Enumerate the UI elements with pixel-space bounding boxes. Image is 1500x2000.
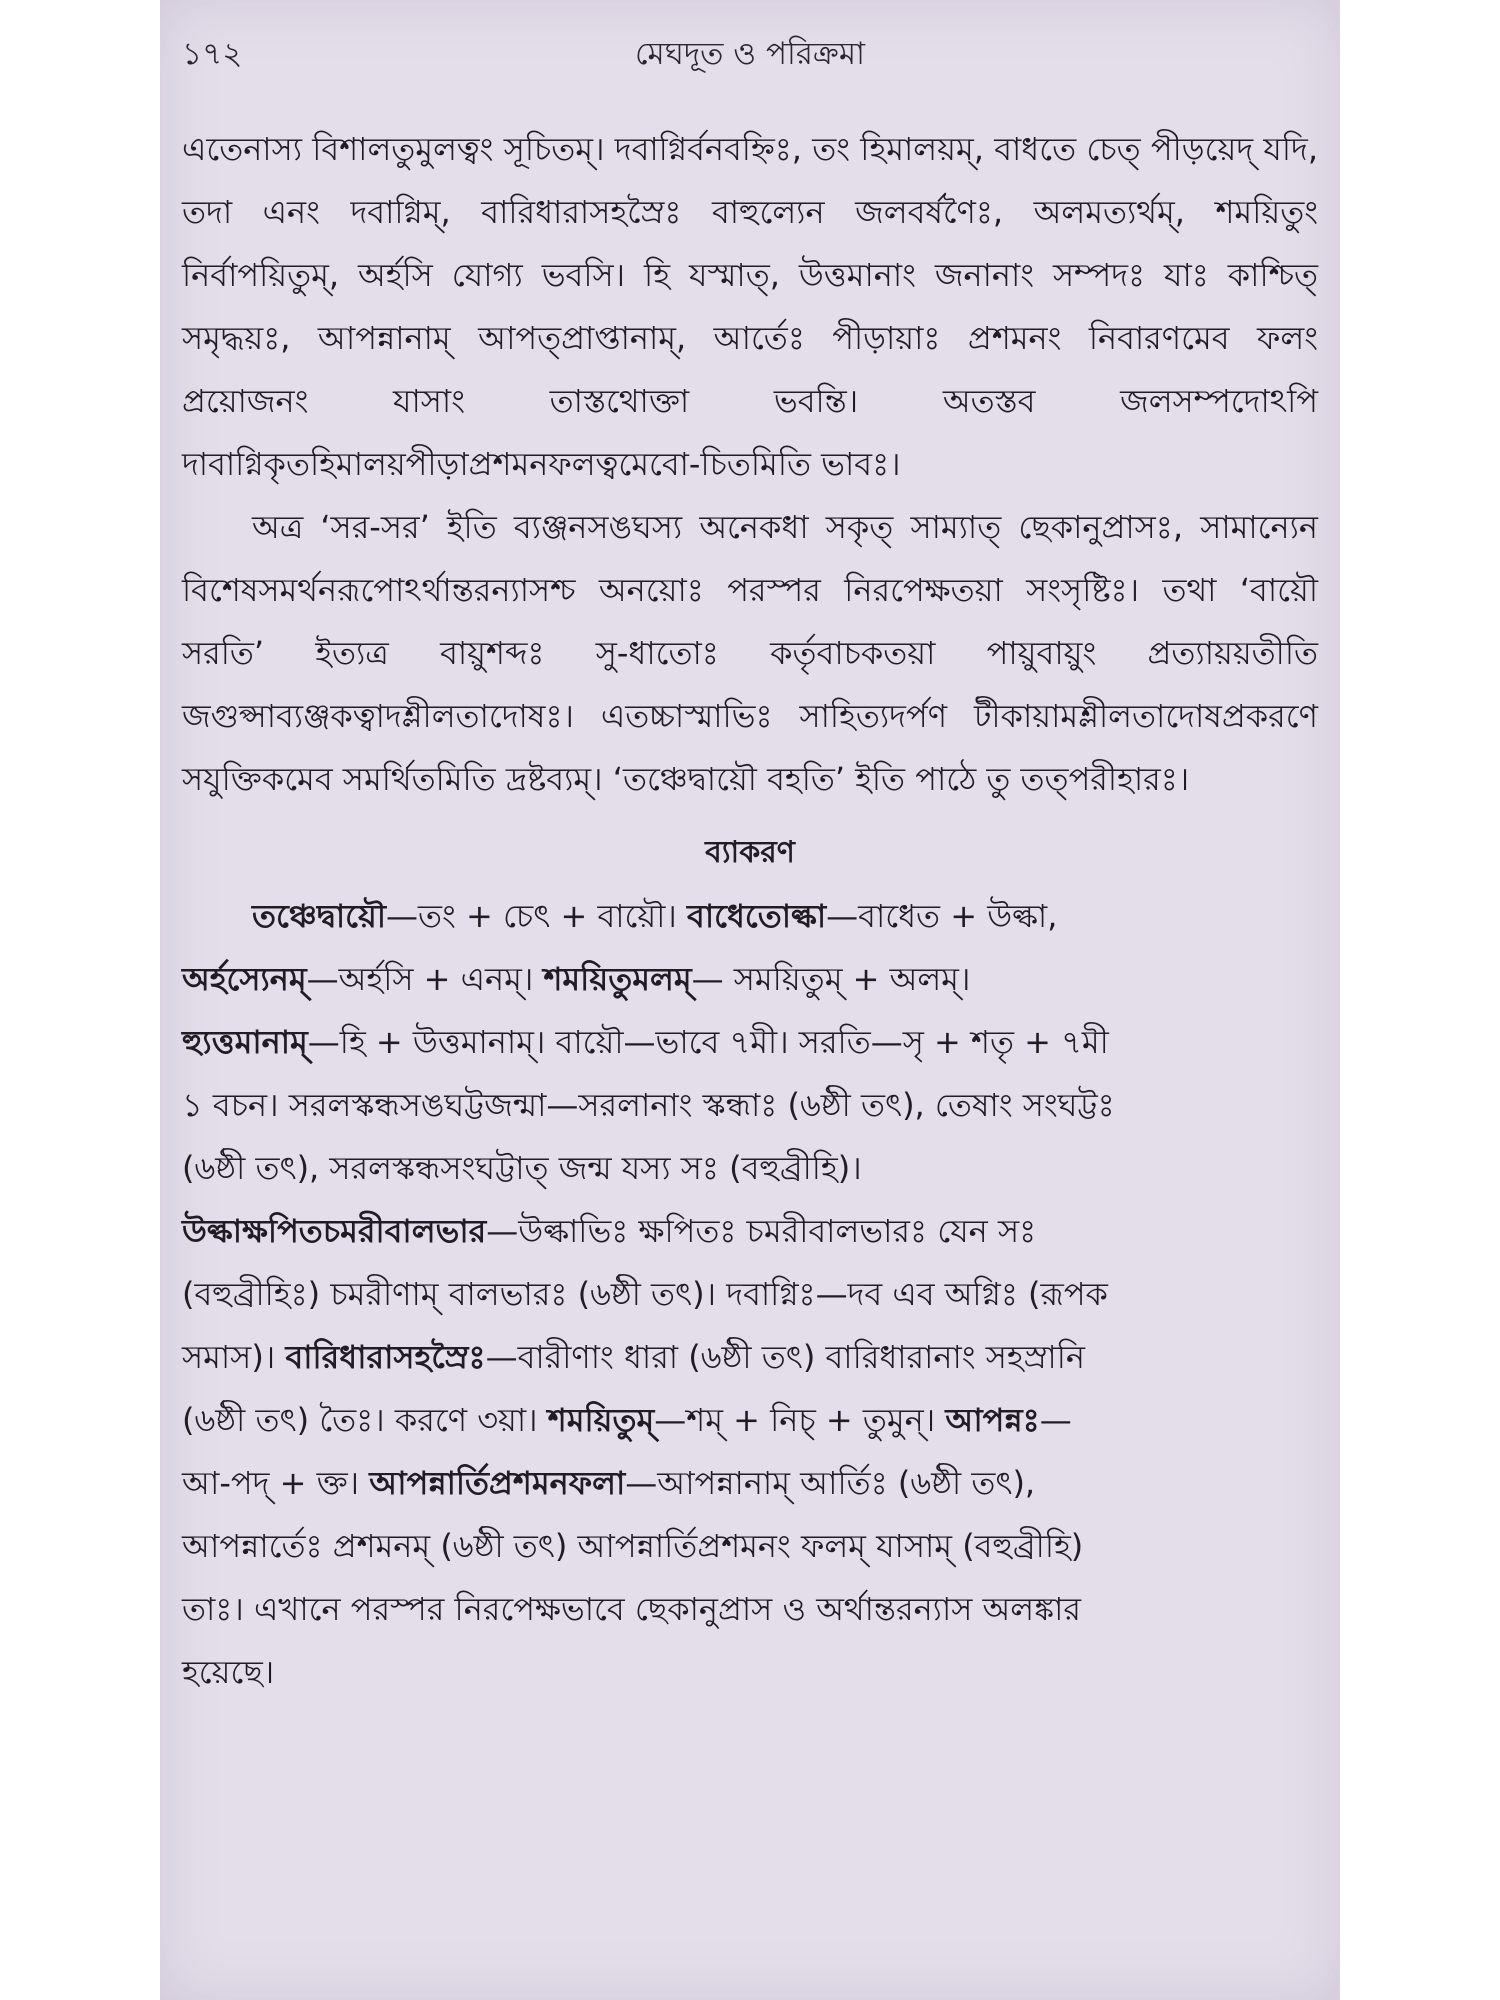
grammar-term: শময়িতুম্ (547, 1401, 655, 1439)
grammar-line (182, 1326, 1318, 1389)
grammar-text: ১ বচন। সরলস্কন্ধসঙঘট্টজন্মা—সরলানাং স্কন্ধাঃ (৬ষ্ঠী তৎ), তেষাং সংঘট্টঃ (182, 1086, 1115, 1124)
grammar-line (182, 1137, 1318, 1200)
grammar-line (182, 1074, 1318, 1137)
grammar-heading: ব্যাকরণ (705, 835, 795, 870)
grammar-line (182, 948, 1318, 1011)
grammar-line (182, 1515, 1318, 1578)
grammar-line (182, 1578, 1318, 1641)
grammar-text: —অর্হসি + এনম্। (306, 960, 544, 998)
grammar-text: — সময়িতুম্ + অলম্। (691, 960, 971, 998)
grammar-term: হ্যুত্তমানাম্ (182, 1023, 308, 1061)
grammar-text: তাঃ। এখানে পরস্পর নিরপেক্ষভাবে ছেকানুপ্রাস ও অর্থান্তরন্যাস অলঙ্কার (182, 1590, 1081, 1628)
grammar-term: তঞ্চেদ্বায়ৌ (252, 897, 386, 935)
grammar-term: আপন্নঃ (945, 1401, 1040, 1439)
grammar-text: —বারীণাং ধারা (৬ষ্ঠী তৎ) বারিধারানাং সহস্রানি (485, 1338, 1085, 1376)
grammar-line (182, 1011, 1318, 1074)
running-title: মেঘদূত ও পরিক্রমা (634, 36, 866, 72)
grammar-line (182, 1263, 1318, 1326)
grammar-text: সমাস)। (182, 1338, 286, 1376)
grammar-line (182, 1389, 1318, 1452)
grammar-term: বারিধারাসহস্রৈঃ (285, 1338, 486, 1376)
grammar-text: হয়েছে। (182, 1653, 275, 1691)
grammar-text: —আপন্নানাম্ আর্তিঃ (৬ষ্ঠী তৎ), (625, 1464, 1036, 1502)
grammar-text: —তং + চেৎ + বায়ৌ। (386, 897, 688, 935)
commentary-paragraph-2: অত্র ‘সর-সর’ ইতি ব্যঞ্জনসঙঘস্য অনেকধা সকৃত্ সাম্যাত্ ছেকানুপ্রাসঃ, সামান্যেন বিশেষসমর্থনরূপোঽর্থান্তরন্যাসশ্চ অনয়োঃ পরস্পর নিরপেক্ষতয়া সংসৃষ্টিঃ। তথা ‘বায়ৌ সরতি’ ইত্যত্র বায়ুশব্দঃ সু-ধাতোঃ কর্তৃবাচকতয়া পায়ুবায়ুং প্রত্যায়য়তীতি জগুপ্সাব্যঞ্জকত্বাদশ্লীলতাদোষঃ। এতচ্চাস্মাভিঃ সাহিত্যদর্পণ টীকায়ামশ্লীলতাদোষপ্রকরণে সযুক্তিকমেব সমর্থিতমিতি দ্রষ্টব্যম্। ‘তঞ্চেদ্বায়ৌ বহতি’ ইতি পাঠে তু তত্পরীহারঃ। (182, 508, 1318, 798)
grammar-text: (৬ষ্ঠী তৎ), সরলস্কন্ধসংঘট্টাত্ জন্ম যস্য সঃ (বহুব্রীহি)। (182, 1149, 862, 1187)
grammar-text: আ-পদ্ + ক্ত। (182, 1464, 370, 1502)
commentary-paragraph-1: এতেনাস্য বিশালতুমুলত্বং সূচিতম্। দবাগ্নির্বনবহ্নিঃ, তং হিমালয়ম্, বাধতে চেত্ পীড়য়েদ্ যদি, তদা এনং দবাগ্নিম্, বারিধারাসহস্রৈঃ বাহুল্যেন জলবর্ষণৈঃ, অলমত্যর্থম্, শময়িতুং নির্বাপয়িতুম্, অর্হসি যোগ্য ভবসি। হি যস্মাত্, উত্তমানাং জনানাং সম্পদঃ যাঃ কাশ্চিত্ সমৃদ্ধয়ঃ, আপন্নানাম্ আপত্প্রাপ্তানাম্, আর্তেঃ পীড়ায়াঃ প্রশমনং নিবারণমেব ফলং প্রয়োজনং যাসাং তাস্তথোক্তা ভবন্তি। অতস্তব জলসম্পদোঽপি দাবাগ্নিকৃতহিমালয়পীড়াপ্রশমনফলত্বমেবো-চিতমিতি ভাবঃ। (182, 130, 1318, 483)
page-number: ১৭২ (182, 36, 243, 72)
grammar-term: বাধেতোল্কা (687, 897, 827, 935)
grammar-term: আপন্নার্তিপ্রশমনফলা (369, 1464, 626, 1502)
grammar-text: —উল্কাভিঃ ক্ষপিতঃ চমরীবালভারঃ যেন সঃ (486, 1212, 1037, 1250)
page-header (182, 30, 1318, 80)
grammar-text: — (1039, 1401, 1072, 1439)
page-body (182, 118, 1318, 1704)
grammar-term: অর্হস্যেনম্ (182, 960, 307, 998)
grammar-text: —বাধেত + উল্কা, (826, 897, 1058, 935)
grammar-term: উল্কাক্ষপিতচমরীবালভার (182, 1212, 487, 1250)
book-page (160, 0, 1340, 2000)
grammar-text: (৬ষ্ঠী তৎ) তৈঃ। করণে ৩য়া। (182, 1401, 548, 1439)
grammar-text: —হি + উত্তমানাম্। বায়ৌ—ভাবে ৭মী। সরতি—সৃ + শতৃ + ৭মী (307, 1023, 1109, 1061)
grammar-text: আপন্নার্তেঃ প্রশমনম্ (৬ষ্ঠী তৎ) আপন্নার্তিপ্রশমনং ফলম্ যাসাম্ (বহুব্রীহি) (182, 1527, 1084, 1565)
grammar-section (182, 885, 1318, 1704)
grammar-line (182, 1200, 1318, 1263)
grammar-line (182, 885, 1318, 948)
grammar-term: শময়িতুমলম্ (543, 960, 692, 998)
grammar-line (182, 1452, 1318, 1515)
grammar-line (182, 1641, 1318, 1704)
grammar-text: —শম্ + নিচ্ + তুমুন্। (654, 1401, 946, 1439)
grammar-text: (বহুব্রীহিঃ) চমরীণাম্ বালভারঃ (৬ষ্ঠী তৎ)। দবাগ্নিঃ—দব এব অগ্নিঃ (রূপক (182, 1275, 1108, 1313)
